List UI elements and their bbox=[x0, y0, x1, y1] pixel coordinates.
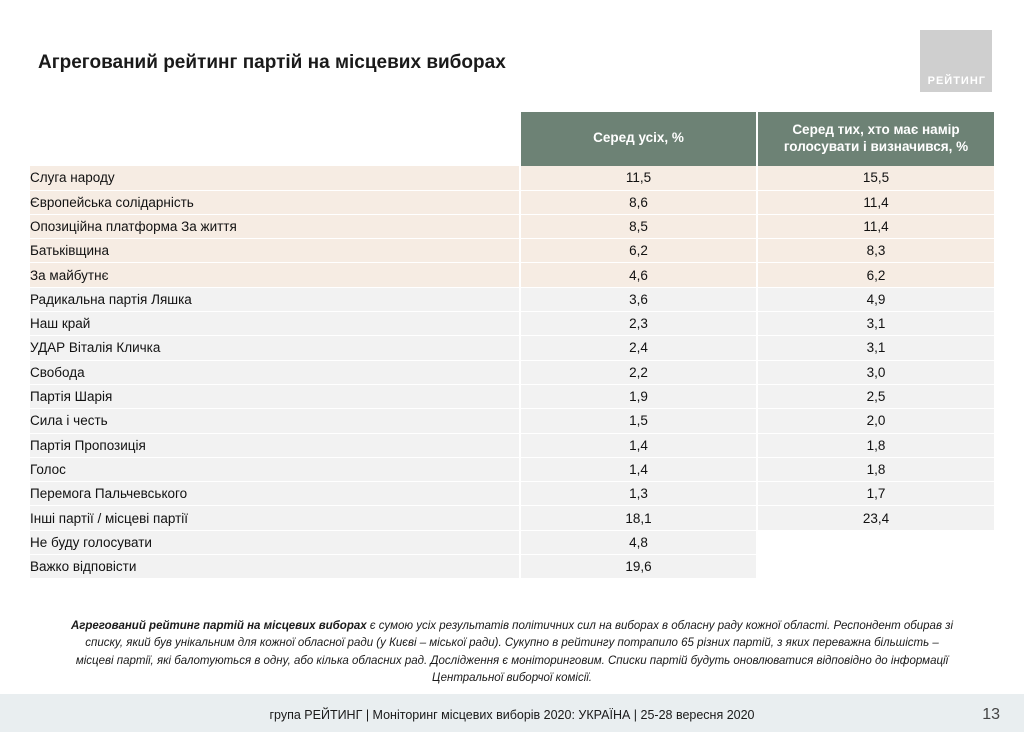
cell-party-name: Батьківщина bbox=[30, 239, 520, 263]
table-row bbox=[30, 409, 994, 433]
table-row bbox=[30, 457, 994, 481]
cell-among-decided: 23,4 bbox=[757, 506, 994, 530]
table-row bbox=[30, 530, 994, 554]
cell-party-name: Сила і честь bbox=[30, 409, 520, 433]
cell-among-decided: 8,3 bbox=[757, 239, 994, 263]
cell-among-all: 4,6 bbox=[520, 263, 757, 287]
column-header-among-decided: Серед тих, хто має намір голосувати і визначився, % bbox=[757, 112, 994, 166]
cell-party-name: Інші партії / місцеві партії bbox=[30, 506, 520, 530]
cell-among-all: 8,5 bbox=[520, 214, 757, 238]
cell-among-decided: 1,8 bbox=[757, 457, 994, 481]
column-header-party bbox=[30, 112, 520, 166]
table-row bbox=[30, 214, 994, 238]
cell-among-decided bbox=[757, 555, 994, 579]
page-title: Агрегований рейтинг партій на місцевих виборах bbox=[38, 52, 506, 73]
cell-party-name: Радикальна партія Ляшка bbox=[30, 287, 520, 311]
logo-label: РЕЙТИНГ bbox=[927, 75, 986, 87]
cell-party-name: Опозиційна платформа За життя bbox=[30, 214, 520, 238]
cell-party-name: УДАР Віталія Кличка bbox=[30, 336, 520, 360]
cell-party-name: За майбутнє bbox=[30, 263, 520, 287]
footnote bbox=[68, 618, 956, 687]
party-rating-table bbox=[30, 112, 994, 579]
table-row bbox=[30, 287, 994, 311]
table-row bbox=[30, 166, 994, 190]
cell-party-name: Слуга народу bbox=[30, 166, 520, 190]
cell-among-all: 4,8 bbox=[520, 530, 757, 554]
cell-among-all: 1,4 bbox=[520, 457, 757, 481]
cell-among-decided: 1,8 bbox=[757, 433, 994, 457]
footnote-lead: Агрегований рейтинг партій на місцевих виборах bbox=[70, 620, 367, 632]
cell-party-name: Наш край bbox=[30, 312, 520, 336]
cell-among-decided: 15,5 bbox=[757, 166, 994, 190]
cell-among-decided: 3,1 bbox=[757, 312, 994, 336]
table-row bbox=[30, 555, 994, 579]
cell-among-all: 1,9 bbox=[520, 384, 757, 408]
cell-among-decided: 4,9 bbox=[757, 287, 994, 311]
table-row bbox=[30, 360, 994, 384]
cell-among-all: 19,6 bbox=[520, 555, 757, 579]
cell-party-name: Не буду голосувати bbox=[30, 530, 520, 554]
cell-among-all: 1,3 bbox=[520, 482, 757, 506]
cell-among-decided: 2,5 bbox=[757, 384, 994, 408]
column-header-among-all: Серед усіх, % bbox=[520, 112, 757, 166]
table-row bbox=[30, 482, 994, 506]
cell-party-name: Європейська солідарність bbox=[30, 190, 520, 214]
cell-among-decided: 3,0 bbox=[757, 360, 994, 384]
footnote-text: є сумою усіх результатів політичних сил на виборах в обласну раду кожної області. Респондент обирав зі списку, який був унікальним для кожної обласної ради (у Києві – міської ради). Сукупно в рейтингу потрапило 65 різних партій, з яких переважна більшість – місцеві партії, які балотуються в одну, або кілька обласних рад. Дослідження є моніторинговим. Списки партій будуть оновлюватися відповідно до інформації Центральної виборчої комісії. bbox=[75, 620, 954, 684]
cell-among-all: 2,4 bbox=[520, 336, 757, 360]
cell-among-all: 1,4 bbox=[520, 433, 757, 457]
table-row bbox=[30, 263, 994, 287]
cell-party-name: Перемога Пальчевського bbox=[30, 482, 520, 506]
cell-among-all: 2,2 bbox=[520, 360, 757, 384]
cell-party-name: Голос bbox=[30, 457, 520, 481]
cell-among-decided bbox=[757, 530, 994, 554]
cell-among-all: 3,6 bbox=[520, 287, 757, 311]
cell-among-all: 1,5 bbox=[520, 409, 757, 433]
cell-party-name: Свобода bbox=[30, 360, 520, 384]
table-row bbox=[30, 506, 994, 530]
cell-among-decided: 6,2 bbox=[757, 263, 994, 287]
cell-among-decided: 2,0 bbox=[757, 409, 994, 433]
cell-among-all: 18,1 bbox=[520, 506, 757, 530]
page-number: 13 bbox=[982, 706, 1000, 723]
cell-among-all: 8,6 bbox=[520, 190, 757, 214]
cell-among-decided: 11,4 bbox=[757, 214, 994, 238]
footer-caption: група РЕЙТИНГ | Моніторинг місцевих виборів 2020: УКРАЇНА | 25-28 вересня 2020 bbox=[269, 708, 755, 722]
cell-party-name: Партія Шарія bbox=[30, 384, 520, 408]
cell-party-name: Партія Пропозиція bbox=[30, 433, 520, 457]
table-body bbox=[30, 166, 994, 579]
table-row bbox=[30, 190, 994, 214]
rating-logo bbox=[920, 30, 992, 92]
cell-among-all: 11,5 bbox=[520, 166, 757, 190]
table-header-row bbox=[30, 112, 994, 166]
table-row bbox=[30, 239, 994, 263]
cell-among-decided: 1,7 bbox=[757, 482, 994, 506]
table-row bbox=[30, 312, 994, 336]
cell-among-decided: 3,1 bbox=[757, 336, 994, 360]
cell-among-all: 2,3 bbox=[520, 312, 757, 336]
table-row bbox=[30, 384, 994, 408]
table-row bbox=[30, 433, 994, 457]
cell-among-decided: 11,4 bbox=[757, 190, 994, 214]
cell-among-all: 6,2 bbox=[520, 239, 757, 263]
table-row bbox=[30, 336, 994, 360]
cell-party-name: Важко відповісти bbox=[30, 555, 520, 579]
